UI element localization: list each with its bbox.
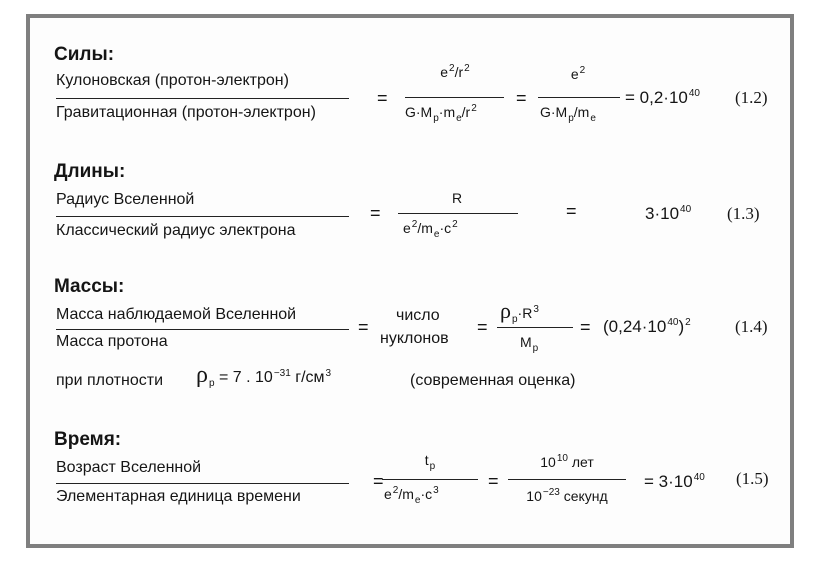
masses-fraction-denominator: $M_p$ (520, 334, 539, 354)
time-label-fraction-bar (56, 483, 349, 484)
lengths-fraction-numerator: R (451, 190, 463, 206)
forces-result: = $0,2\cdot 10^{40}$ (625, 88, 700, 107)
equals-sign: = (566, 201, 577, 221)
time-fraction1-numerator: $t_p$ (424, 452, 436, 472)
time-fraction2-denominator: $10^{-23}$ секунд (526, 487, 608, 504)
density-prefix: при плотности (56, 372, 163, 389)
lengths-fraction-bar (398, 213, 518, 214)
masses-count-word-bottom: нуклонов (380, 330, 449, 347)
equals-sign: = (373, 471, 384, 491)
time-heading: Время: (54, 429, 122, 450)
time-equation-number: (1.5) (736, 469, 769, 488)
time-fraction1-denominator: $e^2/m_e\cdot c^3$ (384, 485, 439, 506)
forces-fraction2-numerator: $e^2$ (570, 65, 586, 82)
density-value: $\rho_p = 7$ . $10^{-31}$ $г/см^3$ (196, 362, 332, 390)
lengths-equation-number: (1.3) (727, 204, 760, 223)
forces-label-fraction-bar (56, 98, 349, 99)
time-result: = $3\cdot 10^{40}$ (644, 472, 705, 491)
forces-fraction1-numerator: $e^2/r^2$ (440, 63, 470, 80)
forces-fraction2-bar (538, 97, 620, 98)
forces-numerator-label: Кулоновская (протон-электрон) (56, 72, 289, 89)
forces-equation-number: (1.2) (735, 88, 768, 107)
masses-denominator-label: Масса протона (56, 333, 168, 350)
lengths-label-fraction-bar (56, 216, 349, 217)
equals-sign: = (580, 317, 591, 337)
lengths-heading: Длины: (54, 161, 126, 182)
time-denominator-label: Элементарная единица времени (56, 488, 301, 505)
masses-fraction-bar (497, 327, 573, 328)
equals-sign: = (488, 471, 499, 491)
forces-fraction1-denominator: $G\cdot M_p\cdot m_e/r^2$ (405, 103, 477, 124)
time-fraction2-bar (508, 479, 626, 480)
masses-label-fraction-bar (56, 329, 349, 330)
forces-fraction2-denominator: $G\cdot M_p/m_e$ (540, 104, 596, 124)
masses-numerator-label: Масса наблюдаемой Вселенной (56, 306, 297, 323)
time-fraction1-bar (382, 479, 478, 480)
lengths-denominator-label: Классический радиус электрона (56, 222, 296, 239)
masses-equation-number: (1.4) (735, 317, 768, 336)
masses-fraction-numerator: $\rho_p\cdot R^3$ (500, 298, 539, 325)
density-note: (современная оценка) (410, 372, 576, 389)
lengths-result: $3\cdot 10^{40}$ (645, 204, 692, 223)
equals-sign: = (477, 317, 488, 337)
equals-sign: = (370, 203, 381, 223)
time-numerator-label: Возраст Вселенной (56, 459, 202, 476)
forces-denominator-label: Гравитационная (протон-электрон) (56, 104, 316, 121)
lengths-numerator-label: Радиус Вселенной (56, 191, 195, 208)
lengths-fraction-denominator: $e^2/m_e\cdot c^2$ (403, 219, 458, 240)
equals-sign: = (516, 88, 527, 108)
time-fraction2-numerator: $10^{10}$ лет (540, 453, 594, 470)
masses-result: $(0,24\cdot 10^{40})^2$ (603, 317, 691, 336)
equals-sign: = (358, 317, 369, 337)
masses-heading: Массы: (54, 276, 125, 297)
forces-heading: Силы: (54, 44, 115, 65)
masses-count-word-top: число (396, 307, 440, 324)
forces-fraction1-bar (405, 97, 504, 98)
equals-sign: = (377, 88, 388, 108)
